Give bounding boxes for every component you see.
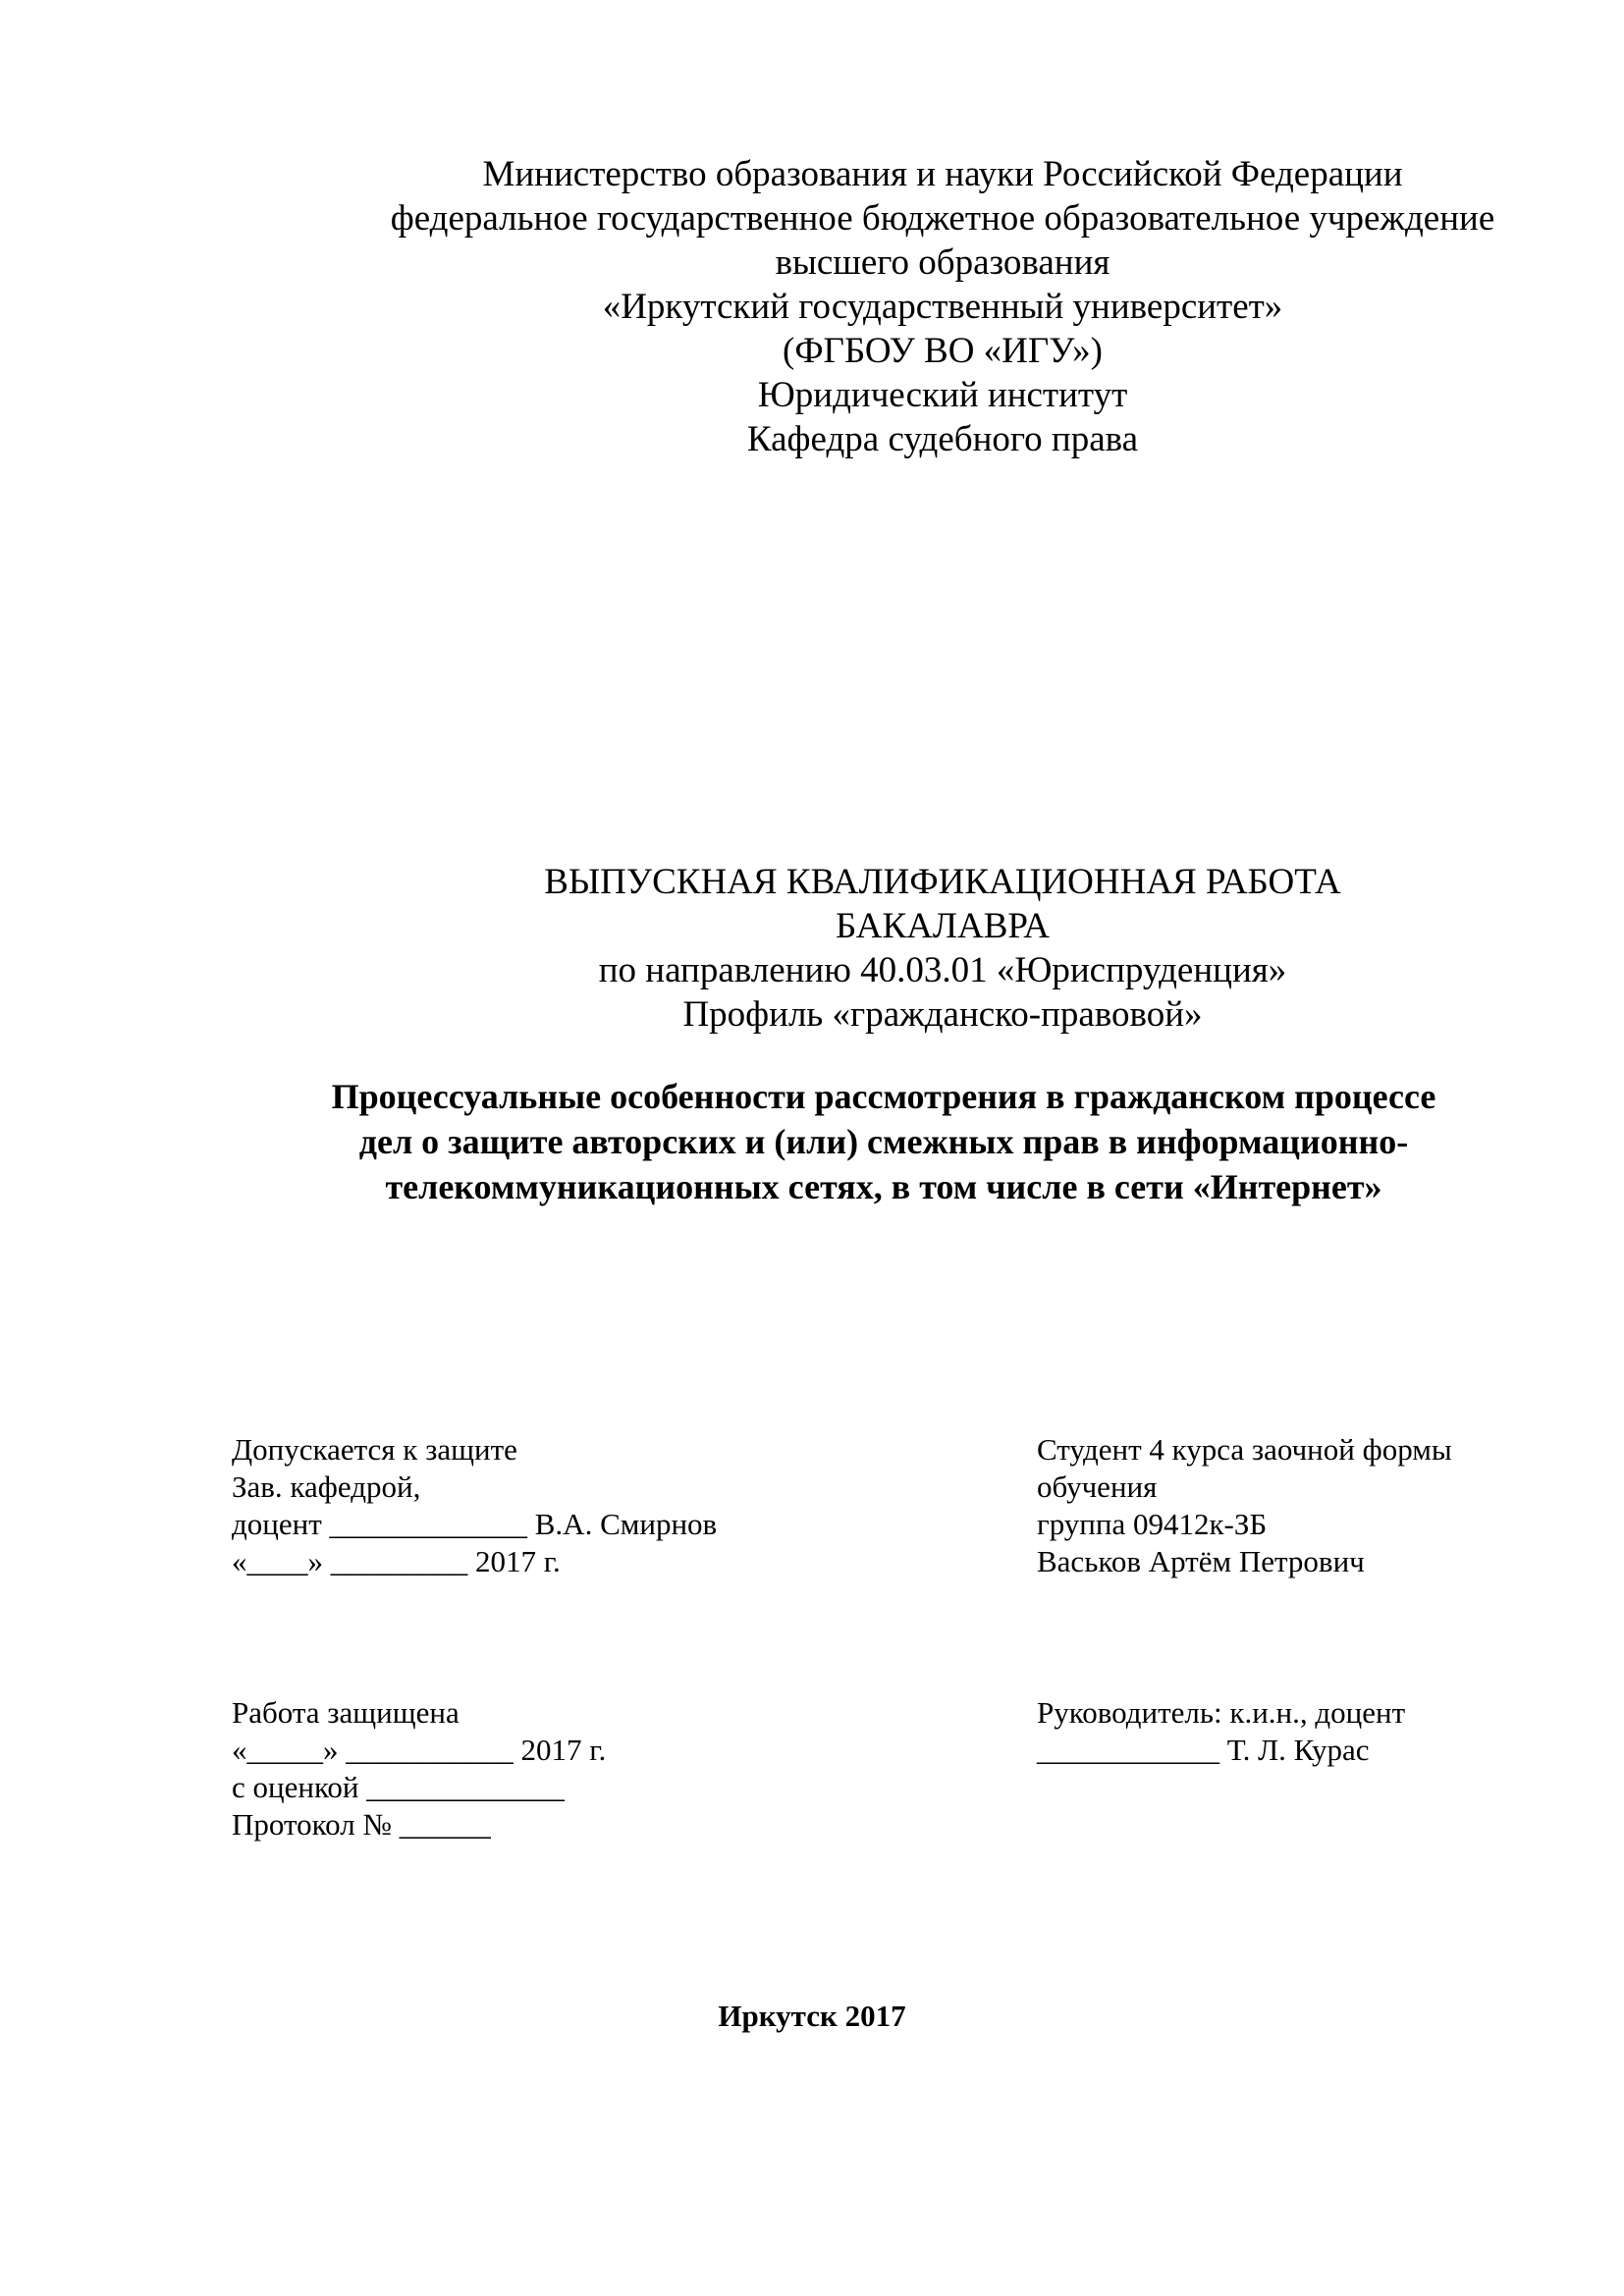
- work-title-line: Процессуальные особенности рассмотрения в гражданском процессе: [331, 1077, 1436, 1116]
- work-direction-line: по направлению 40.03.01 «Юриспруденция»: [598, 950, 1287, 990]
- institution-header: [344, 152, 1542, 461]
- admission-date: «____» _________ 2017 г.: [232, 1544, 561, 1578]
- supervisor-signature: ____________ Т. Л. Курас: [1037, 1733, 1370, 1767]
- defense-grade: с оценкой _____________: [232, 1770, 565, 1804]
- work-title-line: телекоммуникационных сетях, в том числе в сети «Интернет»: [385, 1167, 1382, 1206]
- work-title: [245, 1074, 1522, 1209]
- header-institution-type: федеральное государственное бюджетное образовательное учреждение: [390, 198, 1495, 239]
- student-block: [1037, 1431, 1587, 1580]
- supervisor-role: Руководитель: к.и.н., доцент: [1037, 1695, 1406, 1730]
- header-university-abbr: (ФГБОУ ВО «ИГУ»): [783, 331, 1103, 371]
- student-name: Васьков Артём Петрович: [1037, 1544, 1365, 1578]
- admission-block: [232, 1431, 821, 1580]
- work-type: [461, 860, 1424, 1037]
- student-course-cont: обучения: [1037, 1469, 1158, 1504]
- header-department: Кафедра судебного права: [746, 419, 1139, 459]
- header-education-level: высшего образования: [775, 242, 1110, 283]
- defense-protocol: Протокол № ______: [232, 1807, 491, 1842]
- student-group: группа 09412к-ЗБ: [1037, 1507, 1268, 1541]
- footer-city-year: Иркутск 2017: [718, 1999, 906, 2033]
- admission-head-signature: доцент _____________ В.А. Смирнов: [232, 1507, 718, 1541]
- header-university-name: «Иркутский государственный университет»: [602, 287, 1283, 327]
- header-ministry: Министерство образования и науки Российской Федерации: [482, 154, 1403, 194]
- work-profile-line: Профиль «гражданско-правовой»: [682, 994, 1203, 1035]
- supervisor-block: [1037, 1694, 1587, 1769]
- student-course: Студент 4 курса заочной формы: [1037, 1432, 1452, 1467]
- header-institute: Юридический институт: [757, 375, 1128, 415]
- defense-block: [232, 1694, 821, 1843]
- work-type-line: ВЫПУСКНАЯ КВАЛИФИКАЦИОННАЯ РАБОТА: [544, 862, 1341, 902]
- admission-head-role: Зав. кафедрой,: [232, 1469, 421, 1504]
- defense-heading: Работа защищена: [232, 1695, 460, 1730]
- work-title-line: дел о защите авторских и (или) смежных прав в информационно-: [358, 1122, 1409, 1161]
- admission-heading: Допускается к защите: [232, 1432, 517, 1467]
- work-degree-line: БАКАЛАВРА: [836, 906, 1050, 946]
- defense-date: «_____» ___________ 2017 г.: [232, 1733, 607, 1767]
